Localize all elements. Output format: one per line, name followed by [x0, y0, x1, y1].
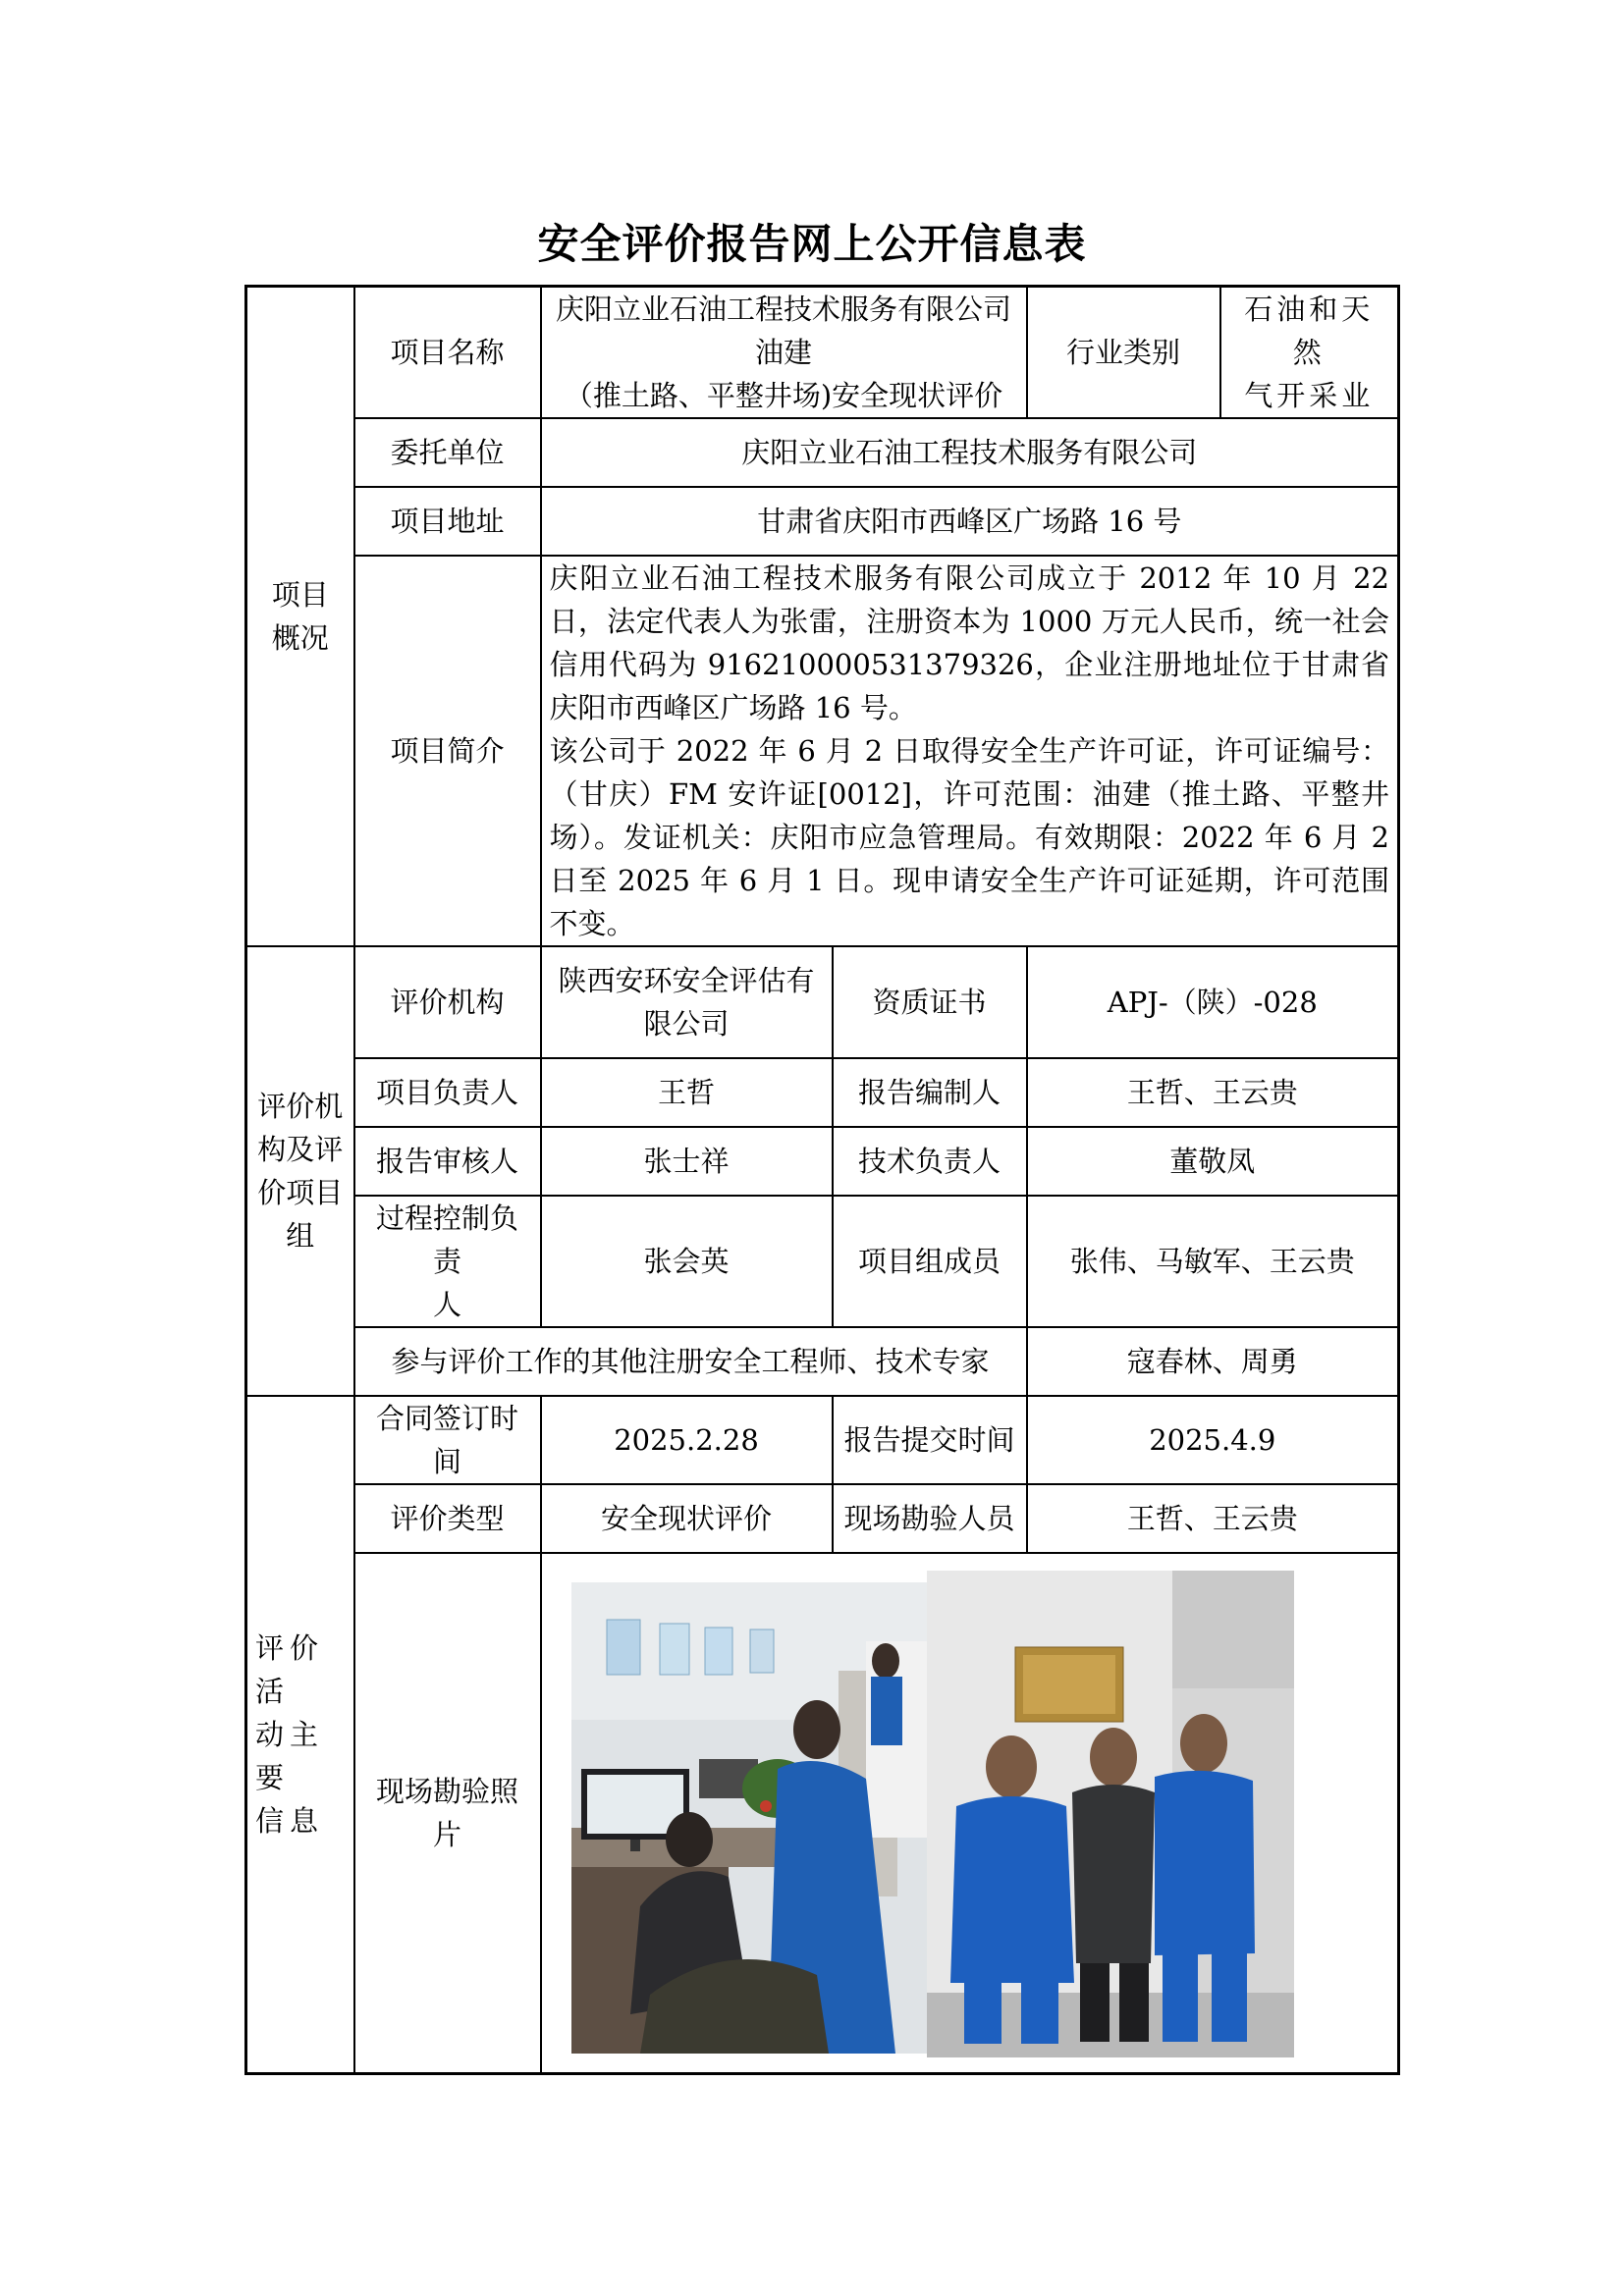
org-label: 评价机构	[354, 946, 541, 1058]
process-label: 过程控制负责 人	[354, 1196, 541, 1327]
intro-value	[541, 556, 1399, 946]
industry-value: 石油和天然 气开采业	[1220, 287, 1399, 419]
photos-label: 现场勘验照片	[354, 1553, 541, 2073]
type-label: 评价类型	[354, 1484, 541, 1553]
submit-label: 报告提交时间	[833, 1396, 1027, 1484]
experts-label: 参与评价工作的其他注册安全工程师、技术专家	[354, 1327, 1027, 1396]
reviewer-value: 张士祥	[541, 1127, 833, 1196]
author-label: 报告编制人	[833, 1058, 1027, 1127]
surveyor-label: 现场勘验人员	[833, 1484, 1027, 1553]
reviewer-label: 报告审核人	[354, 1127, 541, 1196]
project-name-label: 项目名称	[354, 287, 541, 419]
cert-label: 资质证书	[833, 946, 1027, 1058]
project-name-value: 庆阳立业石油工程技术服务有限公司油建 （推土路、平整井场)安全现状评价	[541, 287, 1027, 419]
tech-value: 董敬凤	[1027, 1127, 1399, 1196]
contract-value: 2025.2.28	[541, 1396, 833, 1484]
address-label: 项目地址	[354, 487, 541, 556]
org-value: 陕西安环安全评估有 限公司	[541, 946, 833, 1058]
experts-value: 寇春林、周勇	[1027, 1327, 1399, 1396]
client-value: 庆阳立业石油工程技术服务有限公司	[541, 418, 1399, 487]
photos-cell	[541, 1553, 1399, 2073]
cert-value: APJ-（陕）-028	[1027, 946, 1399, 1058]
surveyor-value: 王哲、王云贵	[1027, 1484, 1399, 1553]
industry-label: 行业类别	[1027, 287, 1220, 419]
lead-label: 项目负责人	[354, 1058, 541, 1127]
tech-label: 技术负责人	[833, 1127, 1027, 1196]
client-label: 委托单位	[354, 418, 541, 487]
info-table	[244, 285, 1400, 2075]
org-group-label: 评价机 构及评 价项目 组	[246, 946, 354, 1396]
members-value: 张伟、马敏军、王云贵	[1027, 1196, 1399, 1327]
members-label: 项目组成员	[833, 1196, 1027, 1327]
address-value: 甘肃省庆阳市西峰区广场路 16 号	[541, 487, 1399, 556]
overview-group-label-line2: 概况	[271, 621, 329, 655]
activity-group-label: 评价活 动主要 信息	[246, 1396, 354, 2073]
intro-paragraph-2: 该公司于 2022 年 6 月 2 日取得安全生产许可证，许可证编号：（甘庆）FM 安许证[0012]，许可范围：油建（推土路、平整井场）。发证机关：庆阳市应急管理局。有效期限：2022 年 6 月 2 日至 2025 年 6 月 1 日。现申请安全生产许可证延期，许可范围不变。	[549, 734, 1390, 940]
overview-group-label	[246, 287, 354, 947]
overview-group-label-line1: 项目	[271, 578, 329, 612]
page-title: 安全评价报告网上公开信息表	[537, 220, 1087, 268]
type-value: 安全现状评价	[541, 1484, 833, 1553]
process-value: 张会英	[541, 1196, 833, 1327]
submit-value: 2025.4.9	[1027, 1396, 1399, 1484]
contract-label: 合同签订时间	[354, 1396, 541, 1484]
intro-paragraph-1: 庆阳立业石油工程技术服务有限公司成立于 2012 年 10 月 22 日，法定代表人为张雷，注册资本为 1000 万元人民币，统一社会信用代码为 916210000531379326，企业注册地址位于甘肃省庆阳市西峰区广场路 16 号。	[549, 561, 1390, 724]
author-value: 王哲、王云贵	[1027, 1058, 1399, 1127]
site-photo-group	[927, 1571, 1294, 2057]
lead-value: 王哲	[541, 1058, 833, 1127]
intro-label: 项目简介	[354, 556, 541, 946]
site-photo-office	[571, 1582, 927, 2054]
